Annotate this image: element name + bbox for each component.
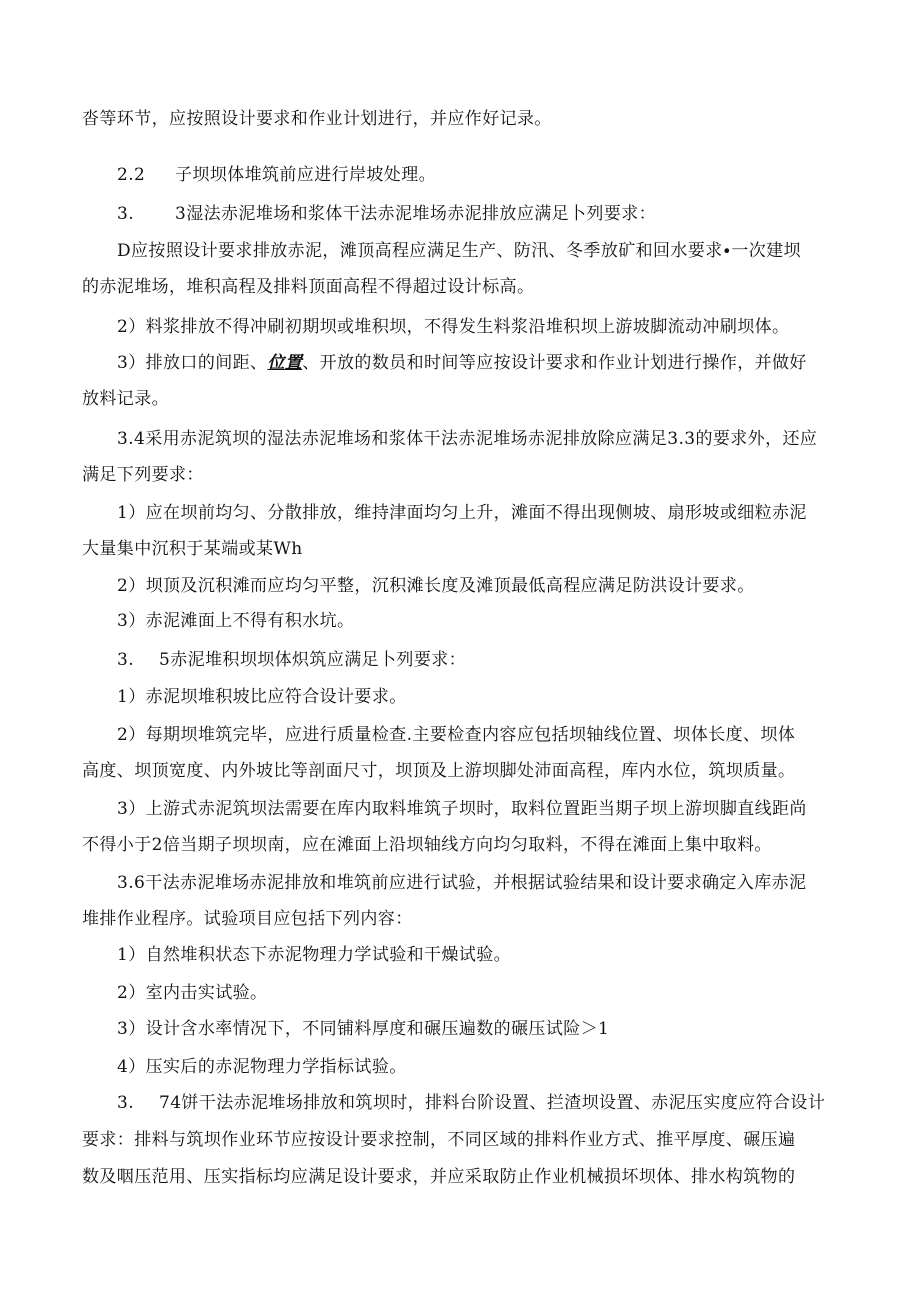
section-text: 74饼干法赤泥堆场排放和筑坝时，排料台阶设置、拦渣坝设置、赤泥压实度应符合设计 (159, 1093, 826, 1113)
text-line: D应按照设计要求排放赤泥，滩顶高程应满足生产、防汛、冬季放矿和回水要求∙一次建坝 (117, 241, 801, 261)
text-line: 堆排作业程序。试验项目应包括下列内容： (82, 909, 413, 929)
section-number: 2.2 (117, 165, 146, 185)
section-3-3 (117, 203, 852, 225)
text-line: 大量集中沉积于某端或某Wh (82, 539, 303, 559)
text-line: 2）室内击实试验。 (117, 983, 268, 1003)
section-3-6: 3.6干法赤泥堆场赤泥排放和堆筑前应进行试验，并根据试验结果和设计要求确定入库赤泥 (117, 873, 807, 893)
text-line: 放料记录。 (82, 389, 169, 409)
text-line: 3）上游式赤泥筑坝法需要在库内取料堆筑子坝时，取料位置距当期子坝上游坝脚直线距尚 (117, 799, 807, 819)
emphasized-text: 位置 (267, 353, 303, 373)
section-number: 3. (117, 650, 135, 670)
text-line: 1）赤泥坝堆积坡比应符合设计要求。 (117, 687, 407, 707)
section-text: 5赤泥堆积坝坝体炽筑应满足卜列要求： (159, 650, 467, 670)
text-line: 要求：排料与筑坝作业环节应按设计要求控制，不同区域的排料作业方式、推平厚度、碾压遍 (82, 1130, 796, 1150)
text-line: 2）料浆排放不得冲刷初期坝或堆积坝，不得发生料浆沿堆积坝上游坡脚流动冲刷坝体。 (117, 317, 790, 337)
text-line: 2）每期坝堆筑完毕，应进行质量检查.主要检查内容应包括坝轴线位置、坝体长度、坝体 (117, 725, 796, 745)
text-line: 3）设计含水率情况下，不同铺料厚度和碾压遍数的碾压试险＞1 (117, 1019, 610, 1039)
text-line: 高度、坝顶宽度、内外坡比等剖面尺寸，坝顶及上游坝脚处沛面高程，库内水位，筑坝质量。 (82, 761, 796, 781)
text-part: 、开放的数员和时间等应按设计要求和作业计划进行操作，并做好 (302, 353, 807, 373)
text-line: 1）自然堆积状态下赤泥物理力学试验和干燥试验。 (117, 945, 512, 965)
text-part: 3）排放口的间距、 (117, 353, 268, 373)
text-line: 4）压实后的赤泥物理力学指标试验。 (117, 1057, 407, 1077)
section-3-5 (117, 649, 852, 671)
section-number: 3. (117, 204, 135, 224)
text-line: 数及咽压范用、压实指标均应满足设计要求，并应采取防止作业机械损坏坝体、排水构筑物的 (82, 1167, 796, 1187)
text-line: 2）坝顶及沉积滩而应均匀平整，沉积滩长度及滩顶最低高程应满足防洪设计要求。 (117, 576, 755, 596)
text-line: 不得小于2倍当期子坝坝南，应在滩面上沿坝轴线方向均匀取料，不得在滩面上集中取料。 (82, 835, 772, 855)
text-line (117, 352, 852, 374)
text-line: 沓等环节，应按照设计要求和作业计划进行，并应作好记录。 (82, 109, 552, 129)
text-line: 3）赤泥滩面上不得有积水坑。 (117, 611, 355, 631)
section-3-4: 3.4采用赤泥筑坝的湿法赤泥堆场和浆体干法赤泥堆场赤泥排放除应满足3.3的要求外，还应 (117, 429, 818, 449)
section-text: 3湿法赤泥堆场和浆体干法赤泥堆场赤泥排放应满足卜列要求： (175, 204, 657, 224)
text-line: 的赤泥堆场，堆积高程及排料顶面高程不得超过设计标高。 (82, 277, 535, 297)
text-line: 1）应在坝前均匀、分散排放，维持津面均匀上升，滩面不得出现侧坡、扇形坡或细粒赤泥 (117, 503, 807, 523)
section-number: 3. (117, 1093, 135, 1113)
text-line: 满足下列要求： (82, 465, 204, 485)
section-2-2 (117, 164, 852, 186)
section-3-7 (117, 1092, 852, 1114)
section-text: 子坝坝体堆筑前应进行岸坡处理。 (175, 165, 436, 185)
